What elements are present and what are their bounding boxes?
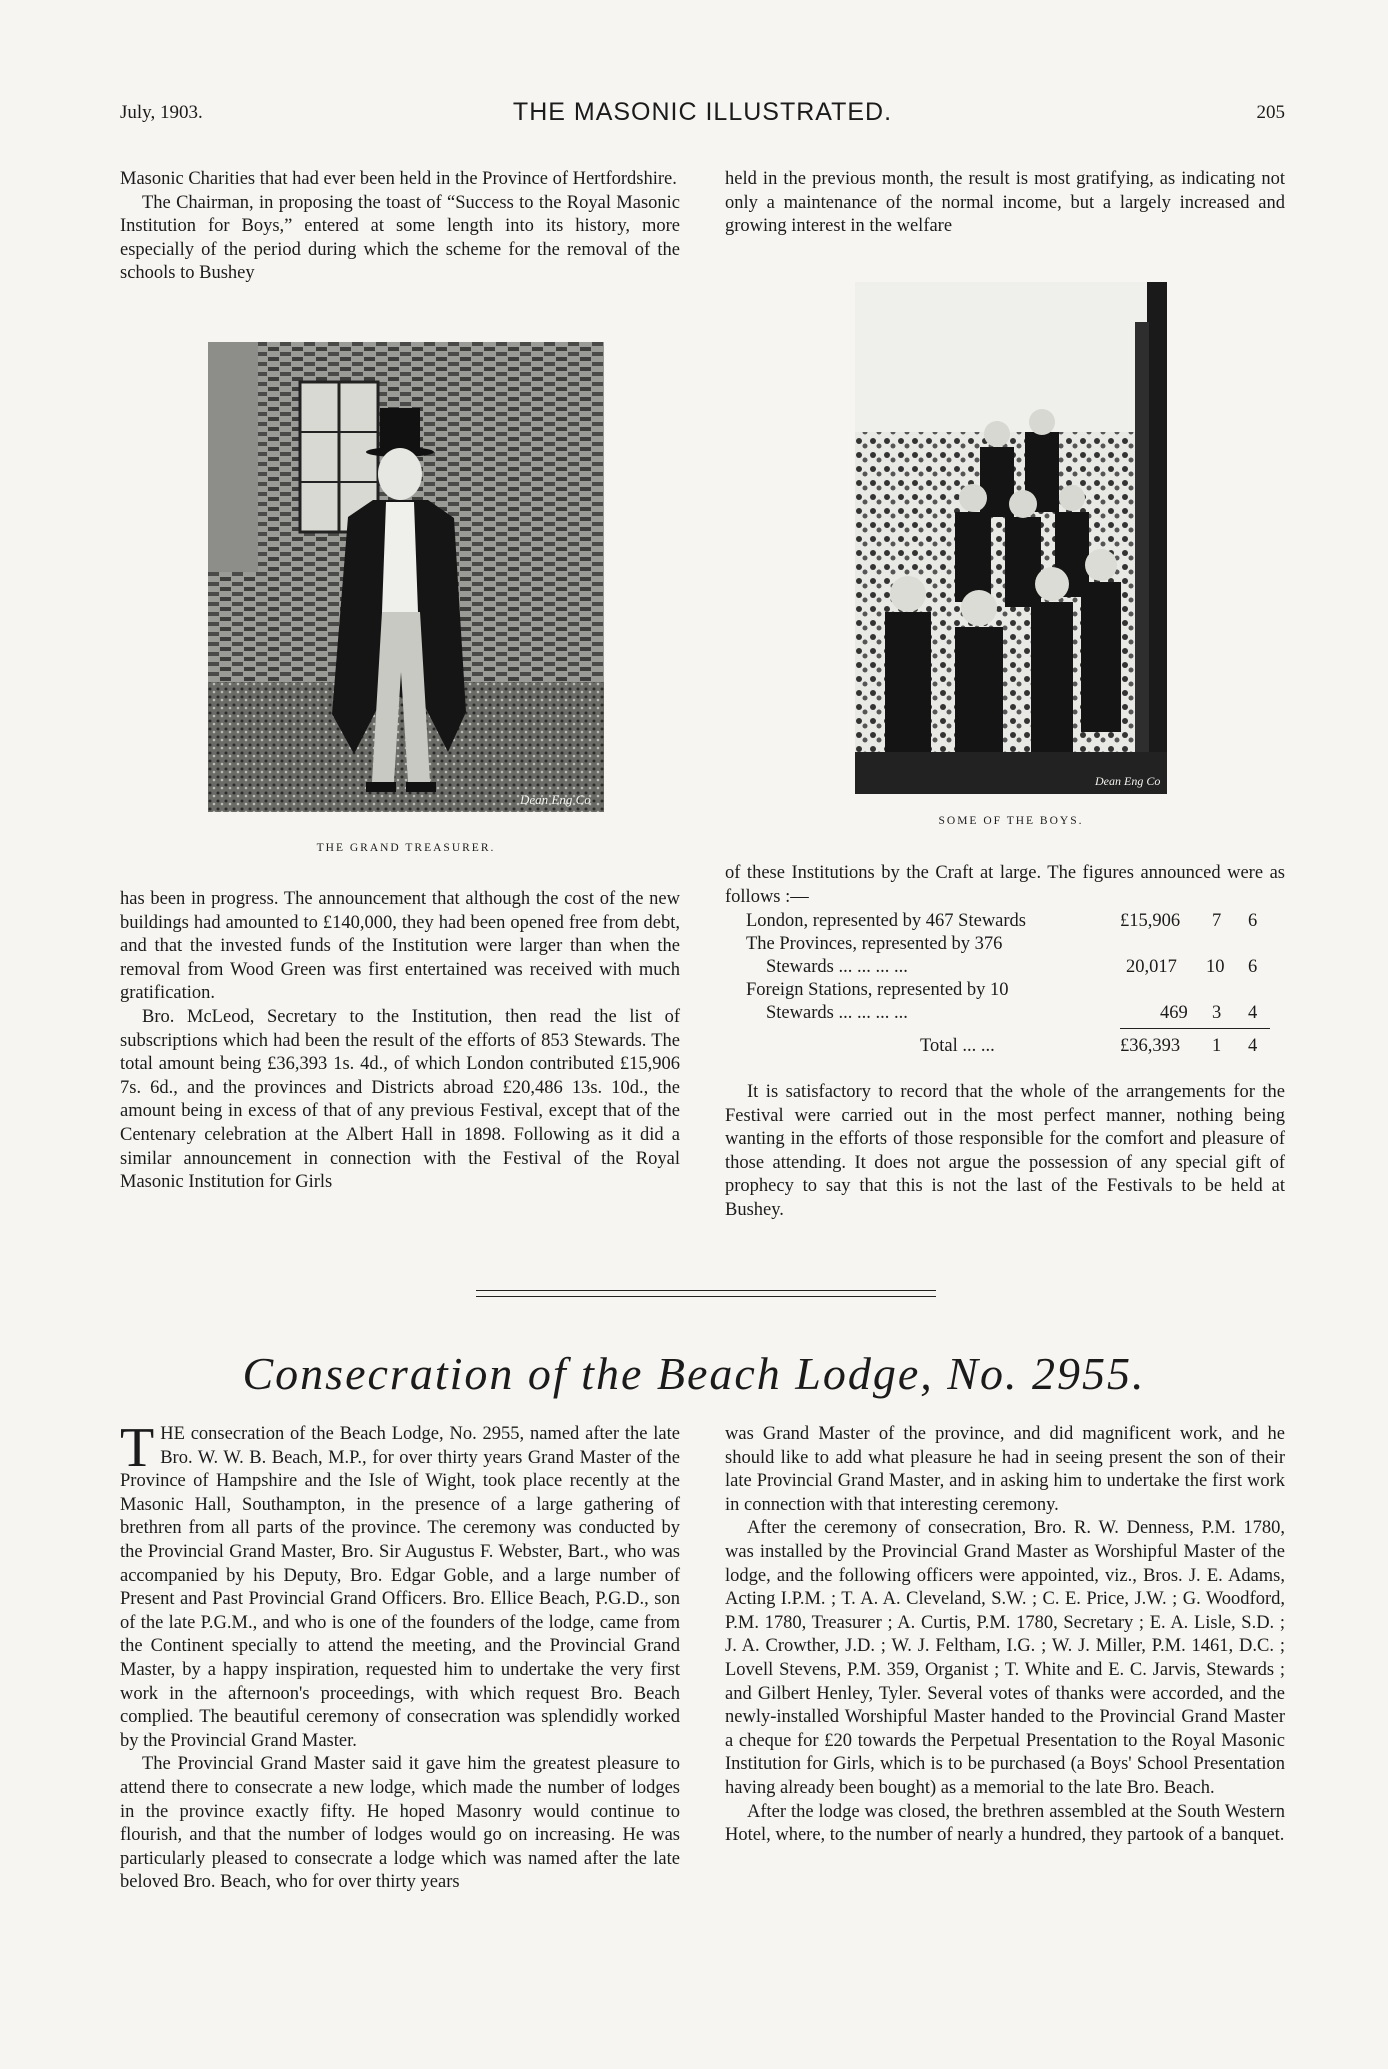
table-row: [730, 956, 1270, 979]
running-header: [120, 98, 1285, 132]
paragraph: Masonic Charities that had ever been held in the Province of Hertfordshire.: [120, 169, 677, 189]
paragraph: of these Institutions by the Craft at large. The figures announced were as follows :—: [725, 863, 1285, 907]
photo-credit: Dean Eng Co: [1095, 774, 1161, 788]
amount-pence: 6: [1248, 957, 1258, 977]
paragraph: [120, 1417, 680, 1753]
right-column-bottom: [725, 862, 1285, 909]
right-column-top: [725, 168, 1285, 239]
section-rule: [476, 1296, 936, 1297]
table-row: [730, 1002, 1270, 1025]
article-right-column: [725, 1423, 1285, 1848]
amount-shillings: 3: [1212, 1003, 1222, 1023]
row-label: Stewards ... ... ... ...: [766, 1003, 908, 1023]
photo-caption: THE GRAND TREASURER.: [316, 842, 496, 854]
table-row: [730, 979, 1270, 1002]
paragraph: After the ceremony of consecration, Bro. R. W. Denness, P.M. 1780, was installed by the Provincial Grand Master as Worshipful Master of the lodge, and the following officers were appointed, viz., Bros. J. E. Adams, Acting I.P.M. ; T. A. A. Cleveland, S.W. ; C. E. Price, J.W. ; G. Woodford, P.M. 1780, Treasurer ; A. Curtis, P.M. 1780, Secretary ; E. A. Lisle, S.D. ; J. A. Crowther, J.D. ; W. J. Feltham, I.G. ; W. J. Miller, P.M. 1461, D.C. ; Lovell Stevens, P.M. 359, Organist ; T. White and E. C. Jarvis, Stewards ; and Gilbert Henley, Tyler. Several votes of thanks were accorded, and the newly-installed Worshipful Master handed to the Provincial Grand Master a cheque for £20 towards the Perpetual Presentation to the Royal Masonic Institution for Girls, which is to be purchased (a Boys' School Presentation having already been bought) as a memorial to the late Bro. Beach.: [725, 1518, 1285, 1798]
issue-date: July, 1903.: [120, 102, 203, 123]
total-pounds: £36,393: [1120, 1036, 1181, 1056]
right-column-closing: [725, 1081, 1285, 1223]
amount-pounds: £15,906: [1120, 911, 1181, 931]
photo-caption: SOME OF THE BOYS.: [938, 815, 1084, 827]
boys-photo: [855, 282, 1167, 794]
magazine-title: THE MASONIC ILLUSTRATED.: [512, 98, 893, 126]
paragraph-text: HE consecration of the Beach Lodge, No. 2955, named after the late Bro. W. W. B. Beach, M.P., for over thirty years Grand Master of the Province of Hampshire and the Isle of Wight, took place recently at the Masonic Hall, Southampton, in the presence of a large gathering of brethren from all parts of the province. The ceremony was conducted by the Provincial Grand Master, Bro. Sir Augustus F. Webster, Bart., who was accompanied by his Deputy, Bro. Edgar Goble, and a large number of Present and Past Provincial Grand Officers. Bro. Ellice Beach, P.G.D., son of the late P.G.M., and who is one of the founders of the lodge, came from the Continent specially to attend the meeting, and the Provincial Grand Master, by a happy inspiration, requested him to undertake the very first work in the afternoon's proceedings, with which request Bro. Beach complied. The beautiful ceremony of consecration was splendidly worked by the Provincial Grand Master.: [120, 1424, 680, 1751]
paragraph: Bro. McLeod, Secretary to the Institution, then read the list of subscriptions which had been the result of the efforts of 853 Stewards. The total amount being £36,393 1s. 4d., of which London contributed £15,906 7s. 6d., and the provinces and Districts abroad £20,486 13s. 10d., the amount being in excess of that of any previous Festival, except that of the Centenary celebration at the Albert Hall in 1898. Following as it did a similar announcement in connection with the Festival of the Royal Masonic Institution for Girls: [120, 1006, 680, 1193]
total-label: Total ... ...: [920, 1036, 995, 1056]
paragraph: After the lodge was closed, the brethren assembled at the South Western Hotel, where, to the number of nearly a hundred, they partook of a banquet.: [725, 1801, 1285, 1846]
left-column-top: [120, 168, 680, 286]
total-shillings: 1: [1212, 1036, 1222, 1056]
amount-shillings: 10: [1206, 957, 1225, 977]
paragraph: was Grand Master of the province, and did magnificent work, and he should like to add what pleasure he had in seeing present the son of their late Provincial Grand Master, and in asking him to undertake the first work in connection with that interesting ceremony.: [725, 1424, 1285, 1515]
total-row: [730, 1035, 1270, 1058]
subscriptions-table: [730, 910, 1270, 1058]
article-heading: Consecration of the Beach Lodge, No. 2955.: [242, 1348, 1146, 1399]
grand-treasurer-photo: [208, 342, 604, 812]
row-label: London, represented by 467 Stewards: [746, 911, 1027, 931]
paragraph: It is satisfactory to record that the whole of the arrangements for the Festival were carried out in the most perfect manner, nothing being wanting in the efforts of those responsible for the comfort and pleasure of those attending. It does not argue the possession of any special gift of prophecy to say that this is not the last of the Festivals to be held at Bushey.: [725, 1082, 1285, 1220]
amount-pence: 4: [1248, 1003, 1258, 1023]
table-row: [730, 933, 1270, 956]
paragraph: The Provincial Grand Master said it gave him the greatest pleasure to attend there to consecrate a new lodge, which made the number of lodges in the province exactly fifty. He hoped Masonry would continue to flourish, and that the number of lodges would go on increasing. He was particularly pleased to consecrate a lodge which was named after the late beloved Bro. Beach, who for over thirty years: [120, 1754, 680, 1893]
section-rule: [476, 1290, 936, 1291]
paragraph: held in the previous month, the result is most gratifying, as indicating not only a maintenance of the normal income, but a largely increased and growing interest in the welfare: [725, 169, 1285, 237]
row-label: Foreign Stations, represented by 10: [746, 980, 1009, 1000]
row-label: Stewards ... ... ... ...: [766, 957, 908, 977]
drop-cap: T: [120, 1417, 155, 1479]
total-pence: 4: [1248, 1036, 1258, 1056]
paragraph: has been in progress. The announcement that although the cost of the new buildings had amounted to £140,000, they had been opened free from debt, and that the invested funds of the Institution were larger than when the removal from Wood Green was first entertained was received with much gratification.: [120, 889, 680, 1004]
amount-pounds: 469: [1160, 1003, 1188, 1023]
sum-rule: [1120, 1028, 1270, 1029]
page-number: 205: [1256, 102, 1285, 123]
article-left-column: [120, 1417, 680, 1895]
table-row: [730, 910, 1270, 933]
photo-credit: Dean Eng Co: [520, 792, 591, 807]
amount-pounds: 20,017: [1126, 957, 1177, 977]
row-label: The Provinces, represented by 376: [746, 934, 1003, 954]
amount-pence: 6: [1248, 911, 1258, 931]
left-column-bottom: [120, 888, 680, 1195]
amount-shillings: 7: [1212, 911, 1222, 931]
paragraph: The Chairman, in proposing the toast of “Success to the Royal Masonic Institution for Boys,” entered at some length into its history, more especially of the period during which the scheme for the removal of the schools to Bushey: [120, 192, 680, 284]
